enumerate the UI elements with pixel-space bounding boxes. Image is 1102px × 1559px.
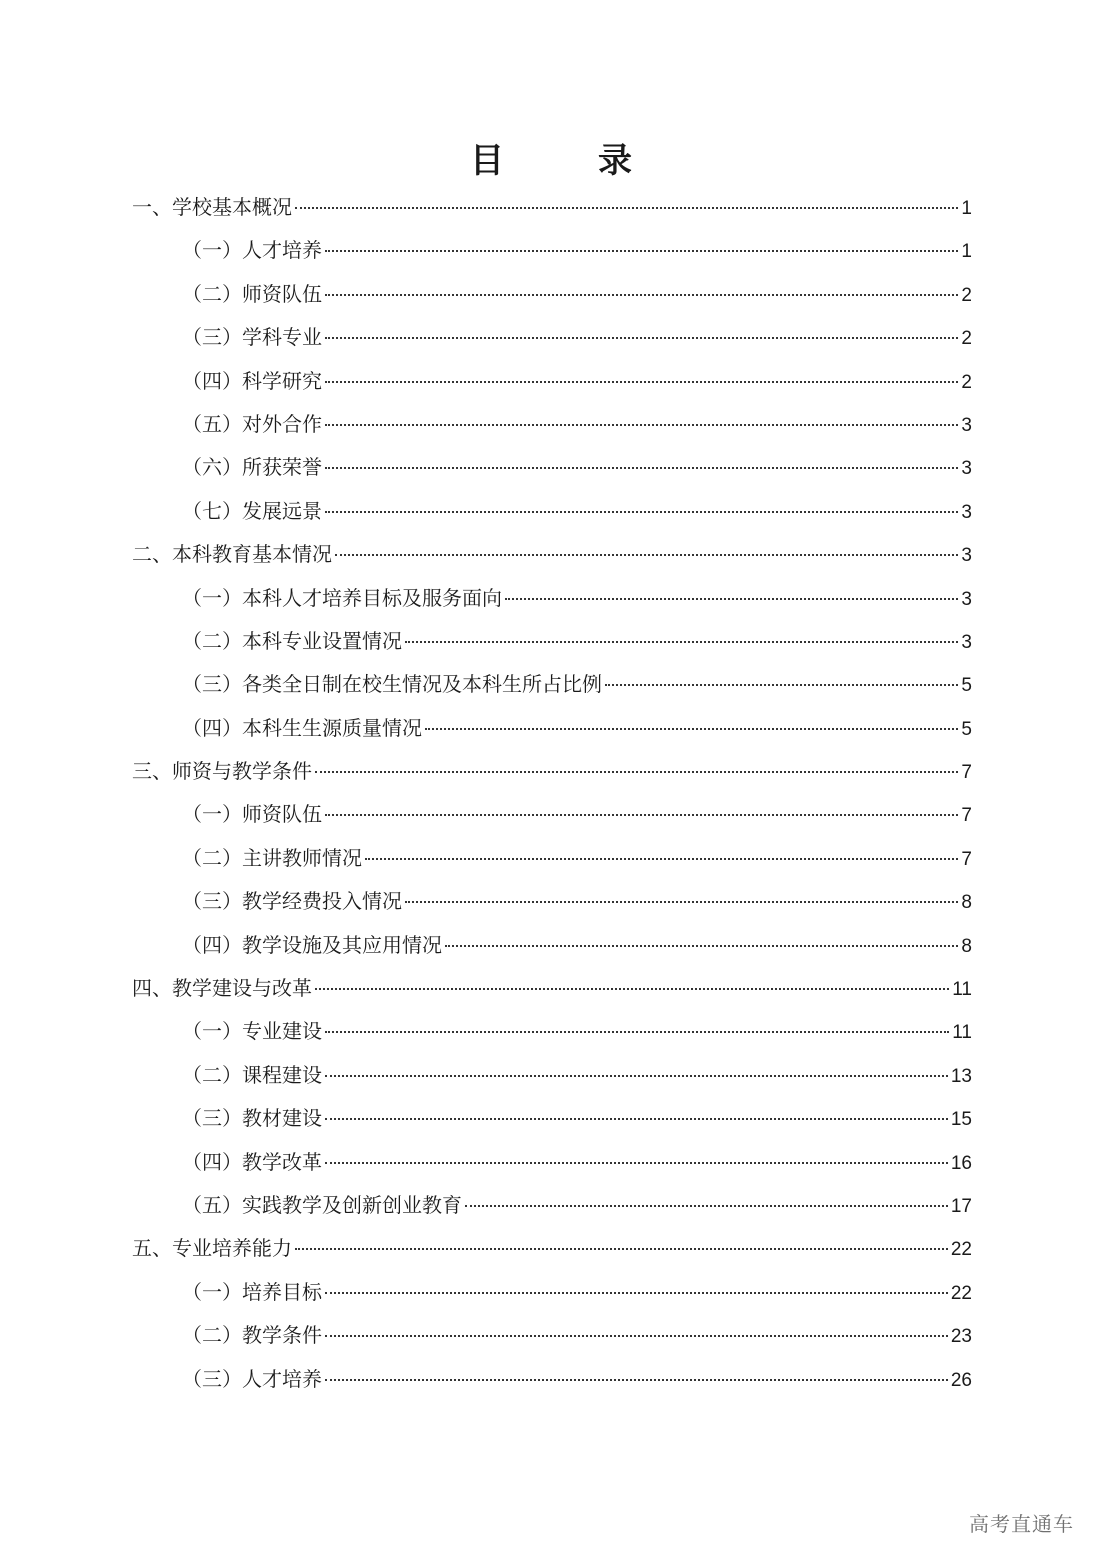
toc-section-entry[interactable] — [132, 793, 972, 836]
toc-dot-leader — [325, 250, 958, 252]
toc-chapter-entry[interactable] — [132, 967, 972, 1010]
toc-page-number: 23 — [950, 1326, 972, 1348]
toc-dot-leader — [325, 381, 958, 383]
toc-dot-leader — [365, 858, 958, 860]
toc-section-entry[interactable] — [132, 273, 972, 316]
toc-chapter-entry[interactable] — [132, 186, 972, 229]
toc-section-entry[interactable] — [132, 1097, 972, 1140]
toc-section-entry[interactable] — [132, 360, 972, 403]
toc-page-number: 3 — [961, 588, 972, 610]
toc-page-number: 3 — [961, 414, 972, 436]
toc-dot-leader — [325, 467, 958, 469]
toc-entry-label: （三）教材建设 — [182, 1106, 322, 1131]
toc-page-number: 22 — [950, 1239, 972, 1261]
toc-dot-leader — [605, 684, 958, 686]
toc-entry-label: （二）课程建设 — [182, 1062, 322, 1087]
toc-page-number: 1 — [961, 241, 972, 263]
toc-page-number: 11 — [952, 979, 972, 1001]
toc-entry-label: （二）本科专业设置情况 — [182, 628, 402, 653]
toc-entry-label: （七）发展远景 — [182, 498, 322, 523]
toc-dot-leader — [325, 337, 958, 339]
toc-entry-label: 二、本科教育基本情况 — [132, 542, 332, 567]
toc-entry-label: 五、专业培养能力 — [132, 1236, 292, 1261]
toc-dot-leader — [295, 1248, 948, 1250]
toc-entry-label: （三）人才培养 — [182, 1366, 322, 1391]
toc-section-entry[interactable] — [132, 316, 972, 359]
toc-entry-label: （二）师资队伍 — [182, 281, 322, 306]
toc-dot-leader — [325, 1379, 948, 1381]
toc-entry-label: （一）师资队伍 — [182, 802, 322, 827]
toc-entry-label: 一、学校基本概况 — [132, 195, 292, 219]
page-title: 目 录 — [470, 141, 662, 181]
toc-page-number: 1 — [961, 198, 972, 219]
toc-entry-label: （六）所获荣誉 — [182, 455, 322, 480]
toc-dot-leader — [405, 901, 958, 903]
toc-page-number: 3 — [961, 631, 972, 653]
toc-entry-label: （一）培养目标 — [182, 1279, 322, 1304]
toc-section-entry[interactable] — [132, 1010, 972, 1053]
toc-entry-label: （一）本科人才培养目标及服务面向 — [182, 585, 502, 610]
toc-page-number: 2 — [961, 371, 972, 393]
toc-section-entry[interactable] — [132, 229, 972, 272]
toc-page-number: 8 — [961, 892, 972, 914]
toc-entry-label: （五）实践教学及创新创业教育 — [182, 1192, 462, 1217]
toc-entry-label: （三）各类全日制在校生情况及本科生所占比例 — [182, 672, 602, 697]
toc-section-entry[interactable] — [132, 837, 972, 880]
toc-section-entry[interactable] — [132, 707, 972, 750]
toc-page-number: 2 — [961, 284, 972, 306]
toc-dot-leader — [325, 1075, 948, 1077]
toc-entry-label: 四、教学建设与改革 — [132, 976, 312, 1001]
watermark-text: 高考直通车 — [969, 1512, 1074, 1536]
toc-section-entry[interactable] — [132, 1054, 972, 1097]
toc-section-entry[interactable] — [132, 880, 972, 923]
toc-page-number: 17 — [950, 1195, 972, 1217]
toc-entry-label: （三）教学经费投入情况 — [182, 889, 402, 914]
toc-page-number: 8 — [961, 935, 972, 957]
toc-entry-label: （四）本科生生源质量情况 — [182, 715, 422, 740]
toc-entry-label: （一）人才培养 — [182, 238, 322, 263]
toc-section-entry[interactable] — [132, 446, 972, 489]
toc-section-entry[interactable] — [132, 403, 972, 446]
toc-page-number: 7 — [961, 805, 972, 827]
toc-page-number: 3 — [961, 545, 972, 567]
toc-page-number: 16 — [950, 1152, 972, 1174]
toc-chapter-entry[interactable] — [132, 533, 972, 576]
toc-dot-leader — [325, 294, 958, 296]
toc-dot-leader — [325, 1031, 949, 1033]
toc-section-entry[interactable] — [132, 1184, 972, 1227]
toc-section-entry[interactable] — [132, 924, 972, 967]
table-of-contents — [132, 186, 972, 1401]
toc-dot-leader — [425, 728, 958, 730]
toc-dot-leader — [315, 771, 958, 773]
toc-dot-leader — [505, 598, 958, 600]
toc-entry-label: （四）科学研究 — [182, 368, 322, 393]
toc-chapter-entry[interactable] — [132, 750, 972, 793]
toc-dot-leader — [325, 1335, 948, 1337]
toc-entry-label: （三）学科专业 — [182, 325, 322, 350]
toc-page-number: 2 — [961, 328, 972, 350]
toc-page-number: 3 — [961, 458, 972, 480]
toc-section-entry[interactable] — [132, 1141, 972, 1184]
toc-dot-leader — [325, 511, 958, 513]
toc-dot-leader — [465, 1205, 948, 1207]
toc-entry-label: （二）主讲教师情况 — [182, 845, 362, 870]
toc-page-number: 15 — [950, 1109, 972, 1131]
toc-dot-leader — [325, 1292, 948, 1294]
toc-page-number: 5 — [961, 675, 972, 697]
toc-section-entry[interactable] — [132, 1358, 972, 1401]
toc-dot-leader — [295, 207, 958, 209]
toc-page-number: 5 — [961, 718, 972, 740]
toc-section-entry[interactable] — [132, 490, 972, 533]
toc-page-number: 22 — [950, 1282, 972, 1304]
toc-section-entry[interactable] — [132, 1314, 972, 1357]
toc-entry-label: （四）教学设施及其应用情况 — [182, 932, 442, 957]
toc-entry-label: （四）教学改革 — [182, 1149, 322, 1174]
toc-entry-label: （一）专业建设 — [182, 1019, 322, 1044]
toc-section-entry[interactable] — [132, 663, 972, 706]
toc-dot-leader — [315, 988, 949, 990]
toc-dot-leader — [335, 554, 958, 556]
toc-page-number: 13 — [950, 1065, 972, 1087]
toc-page-number: 3 — [961, 501, 972, 523]
toc-dot-leader — [445, 945, 958, 947]
toc-page-number: 11 — [952, 1022, 972, 1044]
toc-page-number: 26 — [950, 1369, 972, 1391]
toc-entry-label: （五）对外合作 — [182, 411, 322, 436]
toc-dot-leader — [405, 641, 958, 643]
toc-section-entry[interactable] — [132, 620, 972, 663]
toc-dot-leader — [325, 1162, 948, 1164]
toc-dot-leader — [325, 1118, 948, 1120]
toc-entry-label: （二）教学条件 — [182, 1323, 322, 1348]
toc-page-number: 7 — [961, 848, 972, 870]
toc-entry-label: 三、师资与教学条件 — [132, 759, 312, 784]
toc-dot-leader — [325, 814, 958, 816]
toc-dot-leader — [325, 424, 958, 426]
toc-chapter-entry[interactable] — [132, 1227, 972, 1270]
toc-section-entry[interactable] — [132, 1271, 972, 1314]
toc-page-number: 7 — [961, 762, 972, 784]
toc-section-entry[interactable] — [132, 577, 972, 620]
